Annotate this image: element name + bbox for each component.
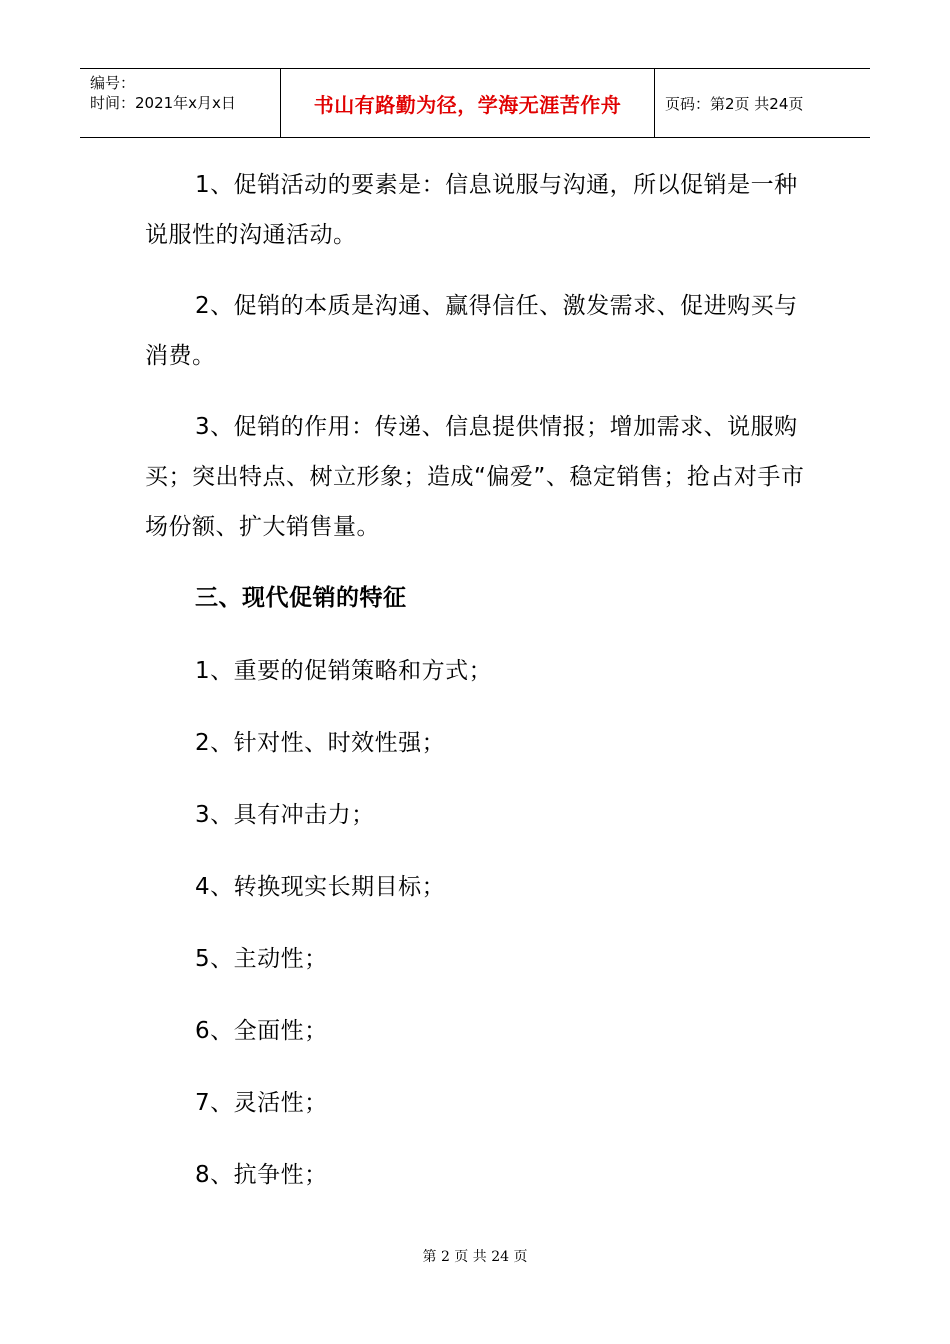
paragraph: 1、促销活动的要素是：信息说服与沟通，所以促销是一种说服性的沟通活动。 [145, 172, 798, 248]
paragraph: 2、促销的本质是沟通、赢得信任、激发需求、促进购买与消费。 [145, 293, 798, 369]
section-heading: 三、现代促销的特征 [195, 585, 407, 611]
header-page-cell [655, 69, 870, 137]
number-label: 编号： [90, 74, 136, 92]
list-item: 5、主动性； [195, 946, 328, 972]
page-footer: 第 2 页 共 24 页 [422, 1249, 528, 1265]
motto-text: 书山有路勤为径，学海无涯苦作舟 [313, 92, 622, 117]
list-item: 7、灵活性； [195, 1090, 328, 1116]
list-item: 4、转换现实长期目标； [195, 874, 446, 900]
time-label: 时间：2021年x月x日 [90, 94, 236, 112]
list-item: 6、全面性； [195, 1018, 328, 1044]
header-meta-cell [80, 69, 281, 137]
list-item: 3、具有冲击力； [195, 802, 375, 828]
list-item: 2、针对性、时效性强； [195, 730, 446, 756]
page-info: 页码：第2页 共24页 [665, 94, 804, 113]
document-body [145, 160, 805, 1222]
paragraph: 3、促销的作用：传递、信息提供情报；增加需求、说服购买；突出特点、树立形象；造成“偏爱”、稳定销售；抢占对手市场份额、扩大销售量。 [145, 414, 805, 540]
list-item: 8、抗争性； [195, 1162, 328, 1188]
header-motto-cell [281, 69, 655, 137]
list-item: 1、重要的促销策略和方式； [195, 658, 493, 684]
document-header [80, 68, 870, 138]
